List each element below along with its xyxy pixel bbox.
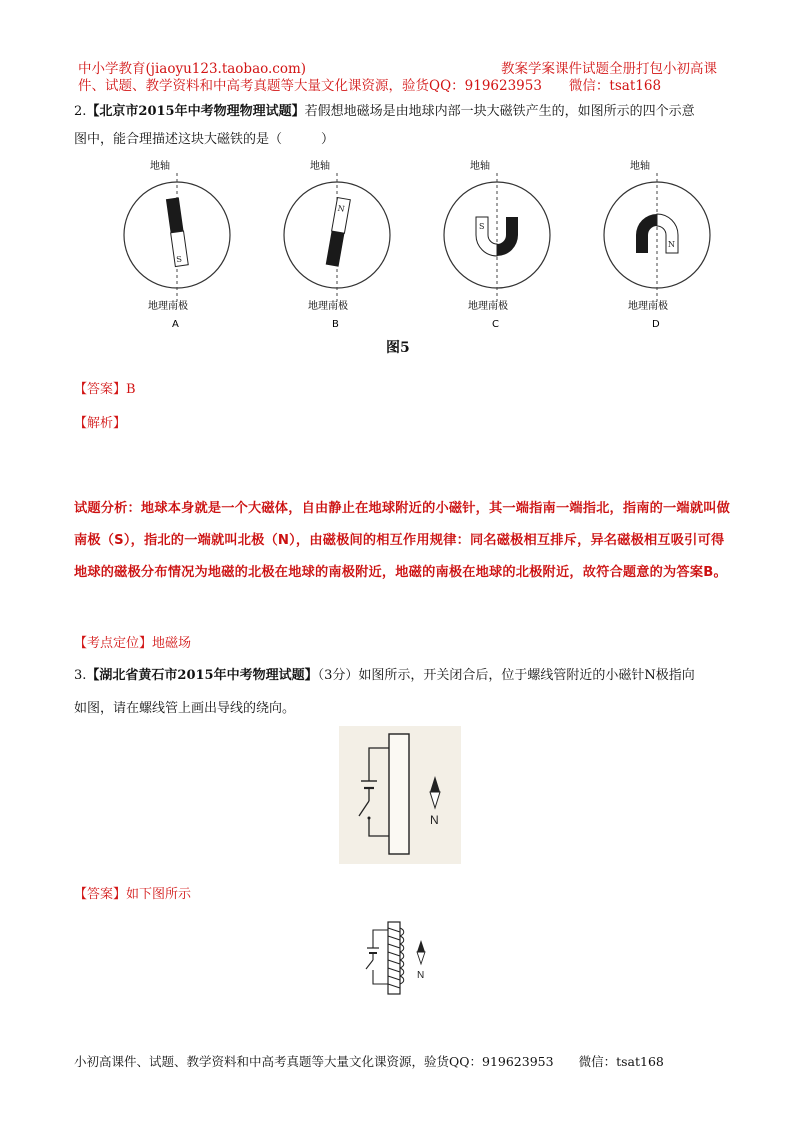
svg-text:S: S: [175, 254, 183, 265]
answer-value: B: [126, 382, 136, 397]
answer-label: 【答案】: [74, 382, 127, 397]
option-d: D: [652, 319, 660, 330]
analysis-text: 试题分析：地球本身就是一个大磁体，自由静止在地球附近的小磁针，其一端指南一端指北，指南的一端就叫做南极（S），指北的一端就叫北极（N），由磁极间的相互作用规律：同名磁极相互排斥，异名磁极相互吸引可得地球的磁极分布情况为地磁的北极在地球的南极附近，地磁的南极在地球的北极附近，故符合题意的为答案B。: [74, 501, 730, 580]
bottom-label-c: 地理南极: [468, 301, 508, 312]
q2-line1: [74, 100, 734, 124]
kaodian-value: 地磁场: [152, 636, 192, 651]
q2-source: 【北京市2015年中考物理物理试题】: [86, 104, 305, 119]
q2-text-1: 若假想地磁场是由地球内部一块大磁铁产生的，如图所示的四个示意: [304, 104, 695, 119]
axis-label-b: 地轴: [310, 161, 330, 172]
circuit-wire: [369, 748, 389, 836]
answer-circuit-wire: [373, 930, 388, 984]
q3-line2: 如图，请在螺线管上画出导线的绕向。: [74, 701, 296, 716]
answer-compass-n-label: N: [417, 970, 425, 981]
bar-magnet-b: [326, 198, 351, 267]
figure-b: [284, 159, 390, 330]
q3-answer-figure: [355, 918, 445, 1000]
svg-text:N: N: [336, 203, 346, 214]
solenoid: [389, 734, 409, 854]
q2-number: 2.: [74, 104, 87, 119]
option-c: C: [492, 319, 499, 330]
answer-switch: [366, 960, 373, 969]
compass-needle: [430, 776, 440, 808]
bar-magnet-a: [166, 197, 188, 266]
figure-caption: 图5: [386, 340, 410, 356]
q3-line1: [74, 664, 744, 688]
header-right: 教案学案课件试题全册打包小初高课: [501, 61, 717, 77]
header-line2: 件、试题、教学资料和中高考真题等大量文化课资源，验货QQ：919623953 微信：tsat168: [78, 78, 662, 94]
answer-compass-needle: [417, 940, 425, 964]
kaodian-label: 【考点定位】: [74, 636, 153, 651]
q3-answer-value: 如下图所示: [126, 887, 192, 902]
bottom-label-d: 地理南极: [628, 301, 668, 312]
answer-solenoid: [388, 922, 400, 994]
q3-figure: [339, 726, 461, 864]
axis-label-c: 地轴: [470, 161, 490, 172]
bottom-label-a: 地理南极: [148, 301, 188, 312]
q3-answer: [74, 883, 191, 907]
figure-d: [604, 159, 710, 330]
kaodian: [74, 632, 191, 656]
switch: [359, 801, 369, 816]
bottom-label-b: 地理南极: [308, 301, 348, 312]
q2-line2: 图中，能合理描述这块大磁铁的是（ ）: [74, 132, 335, 147]
svg-text:N: N: [668, 240, 675, 249]
q2-answer: [74, 378, 136, 402]
axis-label-a: 地轴: [150, 161, 170, 172]
analysis-label: 【解析】: [74, 416, 127, 431]
header-left: 中小学教育(jiaoyu123.taobao.com): [78, 61, 307, 77]
q3-text-1: （3分）如图所示，开关闭合后，位于螺线管附近的小磁针N极指向: [317, 668, 695, 683]
q3-source: 【湖北省黄石市2015年中考物理试题】: [86, 668, 318, 683]
q3-answer-label: 【答案】: [74, 887, 127, 902]
option-b: B: [332, 319, 339, 330]
svg-text:S: S: [479, 222, 485, 231]
figure-a: [124, 159, 230, 330]
q2-figure: [120, 155, 740, 355]
footer-text: 小初高课件、试题、教学资料和中高考真题等大量文化课资源，验货QQ：919623953 微信：tsat168: [74, 1054, 664, 1069]
axis-label-d: 地轴: [630, 161, 650, 172]
q3-number: 3.: [74, 668, 87, 683]
compass-n-label: N: [430, 813, 439, 827]
option-a: A: [172, 319, 179, 330]
figure-c: [444, 159, 550, 330]
